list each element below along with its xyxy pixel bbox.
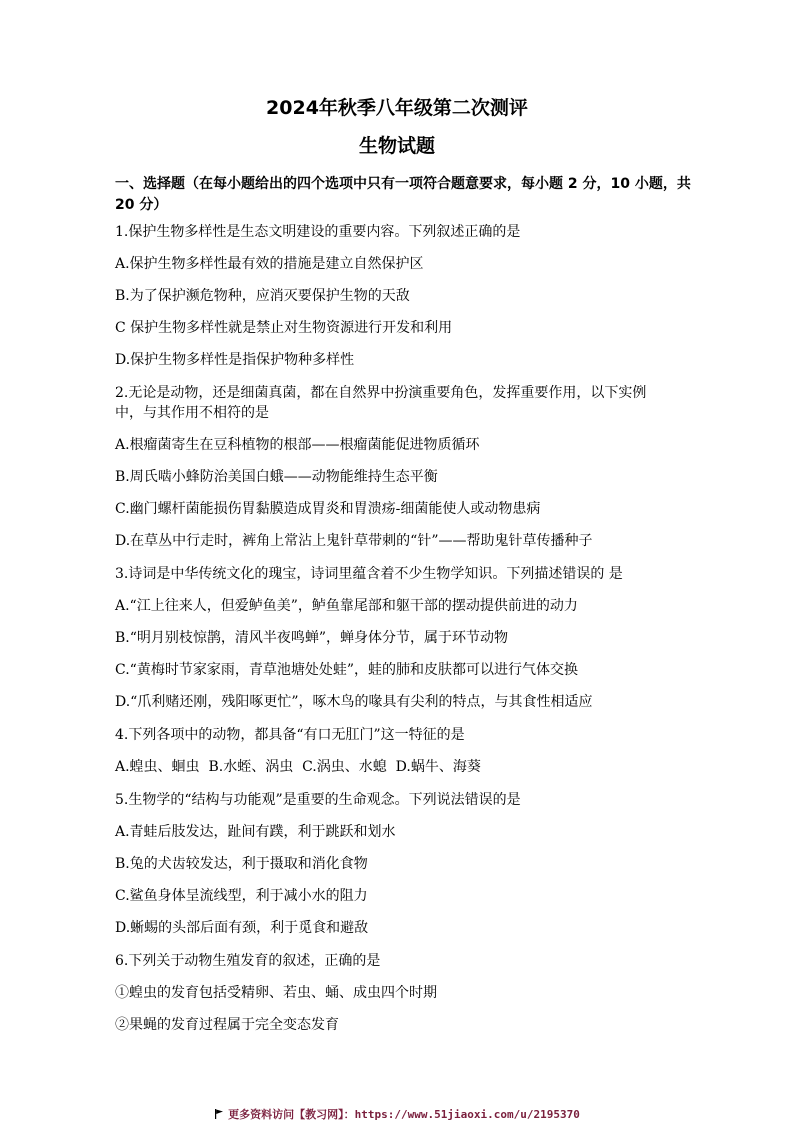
q2-option-c: C.幽门螺杆菌能损伤胃黏膜造成胃炎和胃溃疡-细菌能使人或动物患病 bbox=[115, 501, 541, 517]
q3-stem: 3.诗词是中华传统文化的瑰宝，诗词里蕴含着不少生物学知识。下列描述错误的 是 bbox=[115, 566, 623, 582]
q5-option-b: B.兔的犬齿较发达，利于摄取和消化食物 bbox=[115, 856, 368, 872]
q3-option-a: A.“江上往来人，但爱鲈鱼美”，鲈鱼靠尾部和躯干部的摆动提供前进的动力 bbox=[115, 598, 578, 614]
section-heading: 一、选择题（在每小题给出的四个选项中只有一项符合题意要求，每小题 2 分，10 小题，共 20 分） bbox=[115, 176, 691, 213]
q2-option-a: A.根瘤菌寄生在豆科植物的根部——根瘤菌能促进物质循环 bbox=[115, 437, 480, 453]
q3-option-c: C.“黄梅时节家家雨，青草池塘处处蛙”，蛙的肺和皮肤都可以进行气体交换 bbox=[115, 662, 578, 678]
q3-option-b: B.“明月别枝惊鹊，清风半夜鸣蝉”，蝉身体分节，属于环节动物 bbox=[115, 630, 509, 646]
q5-option-d: D.蜥蜴的头部后面有颈，利于觅食和避敌 bbox=[115, 920, 369, 936]
q2-option-d: D.在草丛中行走时，裤角上常沾上鬼针草带刺的“针”——帮助鬼针草传播种子 bbox=[115, 533, 593, 549]
q2-stem: 2.无论是动物，还是细菌真菌，都在自然界中扮演重要角色，发挥重要作用，以下实例中，与其作用不相符的是 bbox=[115, 385, 647, 421]
q1-option-a: A.保护生物多样性最有效的措施是建立自然保护区 bbox=[115, 256, 424, 272]
q4-stem: 4.下列各项中的动物，都具备“有口无肛门”这一特征的是 bbox=[115, 727, 465, 743]
q1-stem: 1.保护生物多样性是生态文明建设的重要内容。下列叙述正确的是 bbox=[115, 224, 521, 240]
q4-options: A.蝗虫、蛔虫 B.水蛭、涡虫 C.涡虫、水螅 D.蜗牛、海葵 bbox=[115, 759, 481, 775]
q1-option-d: D.保护生物多样性是指保护物种多样性 bbox=[115, 352, 355, 368]
footer-text: 更多资料访问【教习网】：https://www.51jiaoxi.com/u/2195370 bbox=[228, 1108, 580, 1121]
q3-option-d: D.“爪利赌还刚，残阳啄更忙”，啄木鸟的喙具有尖利的特点，与其食性相适应 bbox=[115, 694, 593, 710]
q6-statement-2: ②果蝇的发育过程属于完全变态发育 bbox=[115, 1017, 339, 1033]
q5-option-a: A.青蛙后肢发达，趾间有蹼，利于跳跃和划水 bbox=[115, 824, 396, 840]
q1-option-c: C 保护生物多样性就是禁止对生物资源进行开发和利用 bbox=[115, 320, 453, 336]
exam-subject: 生物试题 bbox=[358, 135, 435, 157]
q6-stem: 6.下列关于动物生殖发育的叙述，正确的是 bbox=[115, 953, 381, 969]
q6-statement-1: ①蝗虫的发育包括受精卵、若虫、蛹、成虫四个时期 bbox=[115, 985, 437, 1001]
q5-option-c: C.鲨鱼身体呈流线型，利于减小水的阻力 bbox=[115, 888, 368, 904]
exam-title: 2024年秋季八年级第二次测评 bbox=[266, 97, 528, 119]
flag-icon bbox=[214, 1109, 224, 1119]
footer-link[interactable] bbox=[0, 1106, 794, 1122]
q1-option-b: B.为了保护濒危物种，应消灭要保护生物的天敌 bbox=[115, 288, 410, 304]
q2-option-b: B.周氏啮小蜂防治美国白蛾——动物能维持生态平衡 bbox=[115, 469, 438, 485]
q5-stem: 5.生物学的“结构与功能观”是重要的生命观念。下列说法错误的是 bbox=[115, 792, 521, 808]
